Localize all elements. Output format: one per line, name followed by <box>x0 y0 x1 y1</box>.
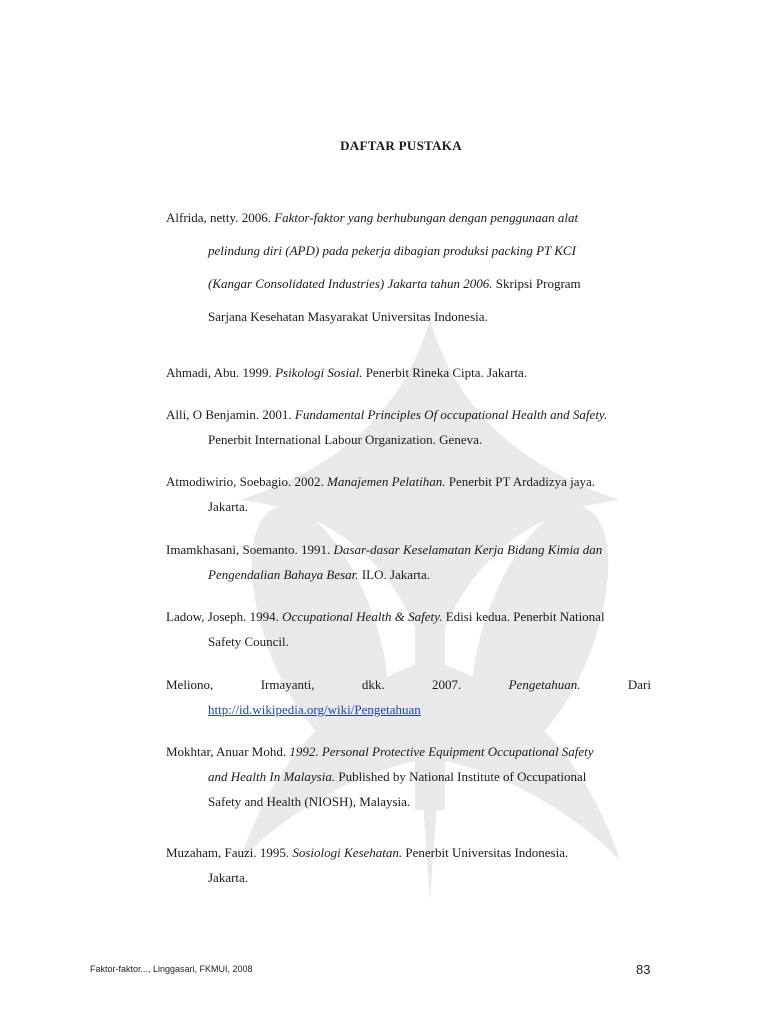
reference-item <box>166 537 651 587</box>
reference-item <box>166 739 651 814</box>
reference-line: Meliono, Irmayanti, dkk. 2007. Pengetahuan. Dari <box>166 677 651 692</box>
wikipedia-link[interactable]: http://id.wikipedia.org/wiki/Pengetahuan <box>208 702 421 717</box>
reference-line: Ahmadi, Abu. 1999. Psikologi Sosial. Penerbit Rineka Cipta. Jakarta. <box>166 365 528 380</box>
reference-item <box>166 840 651 890</box>
reference-item <box>166 469 651 519</box>
reference-line: Ladow, Joseph. 1994. Occupational Health & Safety. Edisi kedua. Penerbit National <box>166 609 605 624</box>
reference-item <box>166 360 651 385</box>
reference-line: Muzaham, Fauzi. 1995. Sosiologi Kesehatan. Penerbit Universitas Indonesia. <box>166 845 569 860</box>
reference-line: Jakarta. <box>208 499 249 514</box>
reference-item <box>166 672 651 722</box>
reference-line: Imamkhasani, Soemanto. 1991. Dasar-dasar Keselamatan Kerja Bidang Kimia dan <box>166 542 603 557</box>
page-number: 83 <box>636 962 651 977</box>
reference-line: Sarjana Kesehatan Masyarakat Universitas Indonesia. <box>208 309 488 324</box>
reference-line: Mokhtar, Anuar Mohd. 1992. Personal Protective Equipment Occupational Safety <box>166 744 594 759</box>
reference-item <box>166 604 651 654</box>
footer-citation: Faktor-faktor..., Linggasari, FKMUI, 2008 <box>90 964 253 974</box>
reference-line: Alfrida, netty. 2006. Faktor-faktor yang berhubungan dengan penggunaan alat <box>166 210 579 225</box>
reference-line: Pengendalian Bahaya Besar. ILO. Jakarta. <box>208 567 431 582</box>
reference-item <box>166 201 651 333</box>
page-title: DAFTAR PUSTAKA <box>340 138 462 153</box>
reference-line: Alli, O Benjamin. 2001. Fundamental Principles Of occupational Health and Safety. <box>166 407 608 422</box>
reference-line: Safety and Health (NIOSH), Malaysia. <box>208 794 411 809</box>
reference-line: Jakarta. <box>208 870 249 885</box>
reference-line <box>166 697 651 722</box>
reference-line: Atmodiwirio, Soebagio. 2002. Manajemen Pelatihan. Penerbit PT Ardadizya jaya. <box>166 474 596 489</box>
reference-item <box>166 402 651 452</box>
reference-line: Penerbit International Labour Organization. Geneva. <box>208 432 483 447</box>
reference-line: and Health In Malaysia. Published by National Institute of Occupational <box>208 769 587 784</box>
reference-line: (Kangar Consolidated Industries) Jakarta tahun 2006. Skripsi Program <box>208 276 581 291</box>
reference-line: pelindung diri (APD) pada pekerja dibagian produksi packing PT KCI <box>208 243 576 258</box>
reference-line: Safety Council. <box>208 634 289 649</box>
